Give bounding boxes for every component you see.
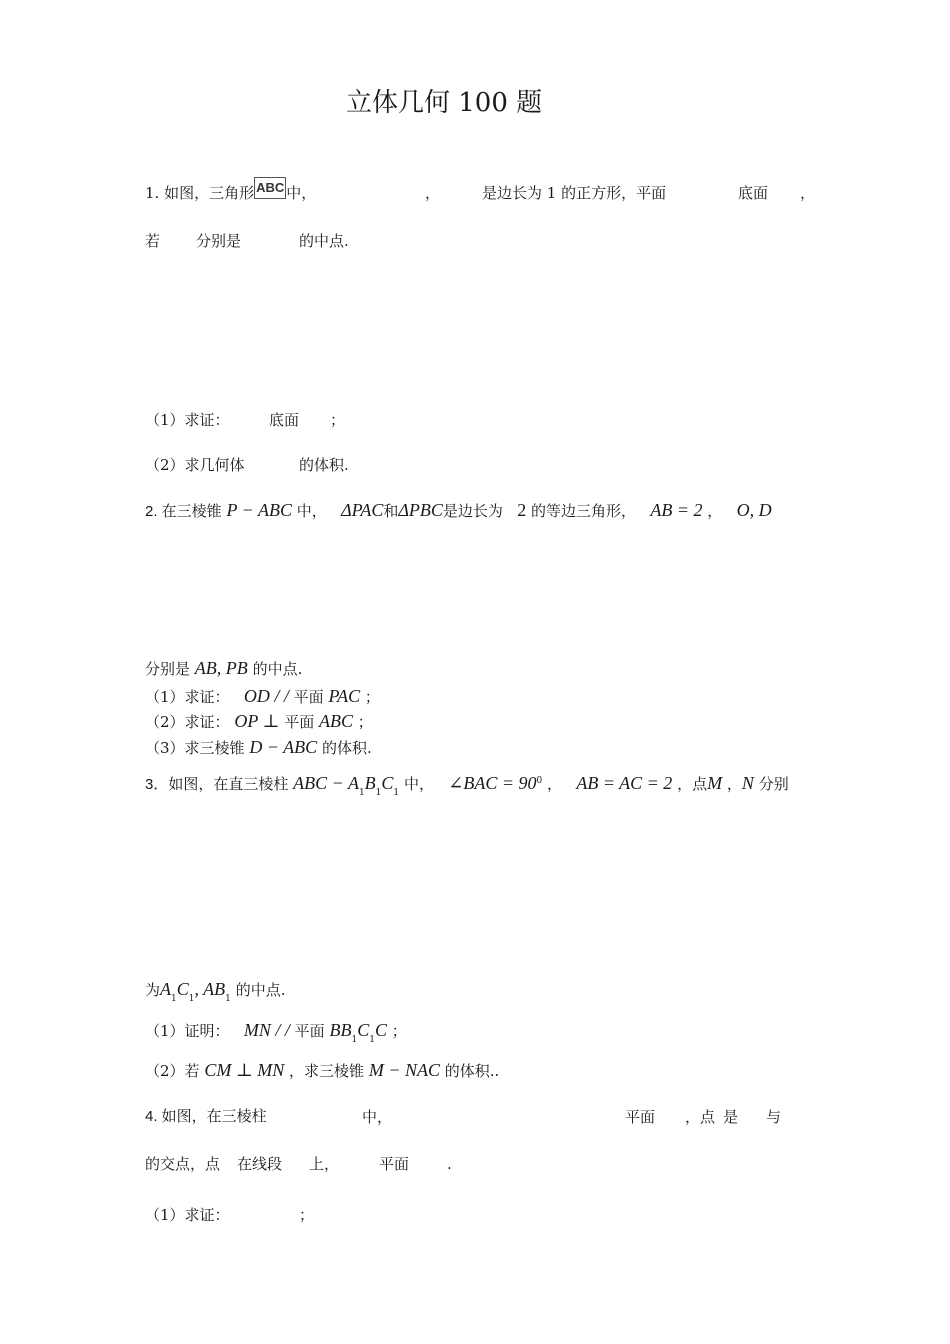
- q3-text: 中，: [403, 775, 434, 793]
- q2-text: 分别是: [145, 660, 191, 678]
- math-expr: MN / /: [243, 1020, 290, 1040]
- q2-line1: [145, 500, 772, 522]
- q1-text: ，: [800, 184, 816, 202]
- math-expr: OD / /: [243, 686, 289, 706]
- q1-text: 底面: [269, 411, 300, 429]
- math-expr: CM ⊥ MN: [204, 1060, 285, 1080]
- q2-text: 中，: [296, 502, 327, 520]
- math-expr: N: [741, 773, 754, 793]
- q1-text: 1. 如图，三角形: [145, 184, 255, 202]
- q1-text: 若: [145, 232, 161, 250]
- q4-text: 与: [766, 1108, 782, 1126]
- math-expr: AB = 2: [650, 500, 703, 520]
- q3-text: ，: [726, 775, 742, 793]
- q4-text: 中，: [362, 1108, 393, 1126]
- q2-text: 和: [383, 502, 399, 520]
- math-expr: AB = AC = 2: [576, 773, 673, 793]
- q2-text: 平面: [293, 688, 324, 706]
- q1-part2-label: （2）求几何体: [145, 456, 245, 474]
- q3-text: ，求三棱锥: [289, 1062, 365, 1080]
- math-expr: A: [160, 979, 172, 999]
- math-expr: O, D: [736, 500, 772, 520]
- math-expr: AB, PB: [194, 658, 248, 678]
- subscript: 1: [225, 994, 231, 1004]
- q4-text: .: [447, 1155, 452, 1173]
- q4-text: 平面: [625, 1108, 656, 1126]
- q3-text: ，: [547, 775, 563, 793]
- q1-text: 是边长为 1 的正方形，平面: [482, 184, 667, 202]
- q1-abc-box: ABC: [254, 177, 286, 199]
- subscript: 1: [393, 788, 400, 798]
- q2-part1-label: （1）求证：: [145, 688, 230, 706]
- q2-text: 是边长为: [442, 502, 503, 520]
- math-expr: ΔPBC: [398, 500, 443, 520]
- subscript: 1: [188, 994, 195, 1004]
- q2-text: ；: [364, 688, 380, 706]
- q1-text: 分别是: [196, 232, 242, 250]
- q3-text: 分别: [758, 775, 789, 793]
- math-expr: ABC − A: [293, 773, 359, 793]
- q2-part1: [145, 686, 380, 707]
- math-expr: ΔPAC: [341, 500, 384, 520]
- q2-line2: [145, 658, 302, 679]
- q1-text: 底面: [738, 184, 769, 202]
- math-expr: ABC: [319, 711, 354, 731]
- subscript: 1: [351, 1035, 358, 1045]
- math-expr: 2: [517, 500, 527, 520]
- q2-part2-label: （2）求证：: [145, 713, 230, 731]
- q2-text: ；: [357, 713, 373, 731]
- q2-part2: [145, 711, 373, 732]
- q3-text: ；: [391, 1022, 407, 1040]
- q3-part2-label: （2）若: [145, 1062, 200, 1080]
- math-expr: M − NAC: [368, 1060, 440, 1080]
- math-expr: BB: [329, 1020, 352, 1040]
- q4-text: 4. 如图，在三棱柱: [145, 1108, 267, 1125]
- math-expr: C: [381, 773, 394, 793]
- q1-line1: [145, 180, 317, 205]
- math-expr: D − ABC: [249, 737, 318, 757]
- q3-part2: [145, 1060, 499, 1081]
- q3-line2: [145, 979, 285, 1003]
- q1-text: 中，: [286, 184, 317, 202]
- math-expr: OP ⊥: [234, 711, 280, 731]
- q4-text: 在线段: [237, 1155, 283, 1173]
- subscript: 1: [375, 788, 382, 798]
- q4-text: ，点: [685, 1108, 716, 1126]
- subscript: 1: [369, 1035, 375, 1045]
- q4-text: 上，: [309, 1155, 340, 1173]
- q3-text: ，点: [677, 775, 708, 793]
- q2-text: 的等边三角形，: [531, 502, 637, 520]
- page-title: 立体几何 100 题: [346, 88, 543, 118]
- math-expr: B: [364, 773, 376, 793]
- math-expr: C: [374, 1020, 387, 1040]
- q2-part3: [145, 737, 372, 758]
- q2-text: 的中点.: [252, 660, 303, 678]
- q3-line1: [145, 773, 789, 797]
- math-expr: ∠BAC = 90: [448, 773, 537, 793]
- q3-text: 的中点.: [235, 981, 286, 999]
- q1-text: ，: [425, 184, 441, 202]
- q2-text: 平面: [284, 713, 315, 731]
- q4-part1-label: （1）求证：: [145, 1206, 230, 1224]
- q4-text: ；: [299, 1206, 315, 1224]
- math-expr: , AB: [194, 979, 226, 999]
- q3-text: 平面: [294, 1022, 325, 1040]
- math-expr: C: [357, 1020, 370, 1040]
- q1-text: 的体积.: [299, 456, 349, 474]
- math-expr: C: [176, 979, 189, 999]
- q2-text: 2. 在三棱锥: [145, 503, 222, 520]
- q1-text: 的中点.: [299, 232, 349, 250]
- q3-text: 3．如图，在直三棱柱: [145, 776, 289, 793]
- q2-text: ，: [707, 502, 723, 520]
- q3-part1-label: （1）证明：: [145, 1022, 230, 1040]
- superscript: 0: [536, 776, 543, 786]
- q2-part3-label: （3）求三棱锥: [145, 739, 245, 757]
- q1-part1-label: （1）求证：: [145, 411, 230, 429]
- q2-text: 的体积.: [321, 739, 372, 757]
- math-expr: PAC: [328, 686, 361, 706]
- subscript: 1: [171, 994, 177, 1004]
- q3-part1: [145, 1020, 407, 1044]
- q4-text: 是: [723, 1108, 739, 1126]
- math-expr: P − ABC: [226, 500, 292, 520]
- q3-text: 为: [145, 981, 161, 999]
- subscript: 1: [358, 788, 365, 798]
- q4-text: 的交点，点: [145, 1155, 221, 1173]
- q1-text: ；: [330, 411, 346, 429]
- math-expr: M: [707, 773, 723, 793]
- q3-text: 的体积..: [444, 1062, 500, 1080]
- q4-text: 平面: [379, 1155, 410, 1173]
